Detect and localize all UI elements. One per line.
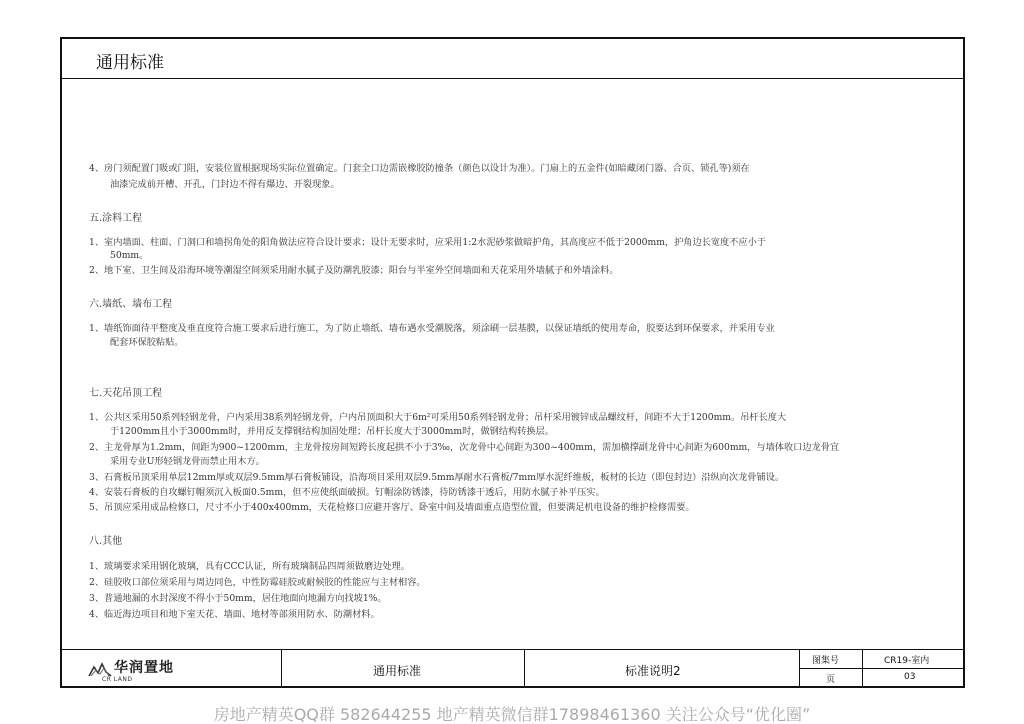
logo-cell xyxy=(62,650,282,687)
page-title: 通用标准 xyxy=(96,53,164,73)
drawing-title: 通用标准 xyxy=(373,664,422,678)
atlas-number-label: 图集号 xyxy=(812,656,840,666)
sheet-header xyxy=(62,39,963,79)
title-block xyxy=(62,649,963,686)
paragraph: 3、石膏板吊顶采用单层12mm厚或双层9.5mm厚石膏板铺设，沿海项目采用双层9.5mm厚耐水石膏板/7mm厚水泥纤维板，板材的长边（即包封边）沿纵向次龙骨铺设。 xyxy=(89,472,785,483)
paragraph: 1、公共区采用50系列轻钢龙骨，户内采用38系列轻钢龙骨，户内吊顶面积大于6m²可采用50系列轻钢龙骨；吊杆采用镀锌成品螺纹杆，间距不大于1200mm。吊杆长度大 xyxy=(89,412,787,423)
paragraph-continuation: 配套环保胶粘贴。 xyxy=(110,337,184,348)
paragraph: 4、安装石膏板的自攻螺钉帽须沉入板面0.5mm，但不应使纸面破损。钉帽涂防锈漆，待防锈漆干透后，用防水腻子补平压实。 xyxy=(89,487,605,498)
paragraph: 1、墙纸饰面待平整度及垂直度符合施工要求后进行施工，为了防止墙纸、墙布遇水受潮脱落，须涂刷一层基膜，以保证墙纸的使用寿命，胶要达到环保要求，并采用专业 xyxy=(89,323,775,334)
paragraph-continuation: 50mm。 xyxy=(110,250,149,261)
section-title-other: 八.其他 xyxy=(89,536,123,547)
sheet-name: 标准说明2 xyxy=(625,664,681,678)
paragraph: 1、室内墙面、柱面、门洞口和墙拐角处的阳角做法应符合设计要求；设计无要求时，应采用1:2水泥砂浆做暗护角，其高度应不低于2000mm，护角边长宽度不应小于 xyxy=(89,237,766,248)
paragraph-continuation: 于1200mm且小于3000mm时，并用反支撑钢结构加固处理；吊杆长度大于3000mm时，做钢结构转换层。 xyxy=(110,426,554,437)
paragraph: 4、房门须配置门吸或门阻，安装位置根据现场实际位置确定。门套全口边需嵌橡胶防撞条（颜色以设计为准）。门扇上的五金件(如暗藏闭门器、合页、锁孔等)须在 xyxy=(89,163,750,174)
logo-text: 华润置地 xyxy=(114,660,174,676)
paragraph: 1、玻璃要求采用钢化玻璃，具有CCC认证，所有玻璃制品四周须做磨边处理。 xyxy=(89,561,410,572)
sheet-name-cell xyxy=(525,650,800,687)
drawing-sheet xyxy=(60,37,965,688)
paragraph: 2、地下室、卫生间及沿海环境等潮湿空间须采用耐水腻子及防潮乳胶漆；阳台与半室外空间墙面和天花采用外墙腻子和外墙涂料。 xyxy=(89,265,619,276)
paragraph: 2、硅胶收口部位须采用与周边同色，中性防霉硅胶或耐候胶的性能应与主材相容。 xyxy=(89,577,426,588)
section-title-ceiling: 七.天花吊顶工程 xyxy=(89,388,163,399)
logo-icon xyxy=(88,661,112,677)
watermark-text: 房地产精英QQ群 582644255 地产精英微信群17898461360 关注公众号“优化圈” xyxy=(213,705,811,724)
page-label: 页 xyxy=(826,675,836,685)
drawing-title-cell xyxy=(282,650,525,687)
paragraph-continuation: 采用专业U形轻钢龙骨而禁止用木方。 xyxy=(110,456,265,467)
paragraph: 4、临近海边项目和地下室天花、墙面、地材等部须用防水、防潮材料。 xyxy=(89,609,380,620)
atlas-number-value: CR19-室内 xyxy=(884,656,930,666)
paragraph: 3、普通地漏的水封深度不得小于50mm，居住地面向地漏方向找坡1%。 xyxy=(89,593,387,604)
section-title-wallpaper: 六.墙纸、墙布工程 xyxy=(89,299,173,310)
logo-subtext: CR LAND xyxy=(102,676,133,683)
page-number: 03 xyxy=(904,672,916,682)
paragraph: 2、主龙骨厚为1.2mm，间距为900~1200mm，主龙骨按房间短跨长度起拱不小于3‰，次龙骨中心间距为300~400mm，需加横撑副龙骨中心间距为600mm，与墙体收口边龙骨宜 xyxy=(89,442,840,453)
paragraph-continuation: 油漆完成前开槽、开孔，门封边不得有爆边、开裂现象。 xyxy=(110,179,340,190)
paragraph: 5、吊顶应采用成品检修口，尺寸不小于400x400mm，天花检修口应避开客厅、卧室中间及墙面重点造型位置，但要满足机电设备的维护检修需要。 xyxy=(89,502,695,513)
atlas-info-cell xyxy=(800,650,963,687)
section-title-coating: 五.涂料工程 xyxy=(89,213,143,224)
spec-body xyxy=(62,79,963,649)
